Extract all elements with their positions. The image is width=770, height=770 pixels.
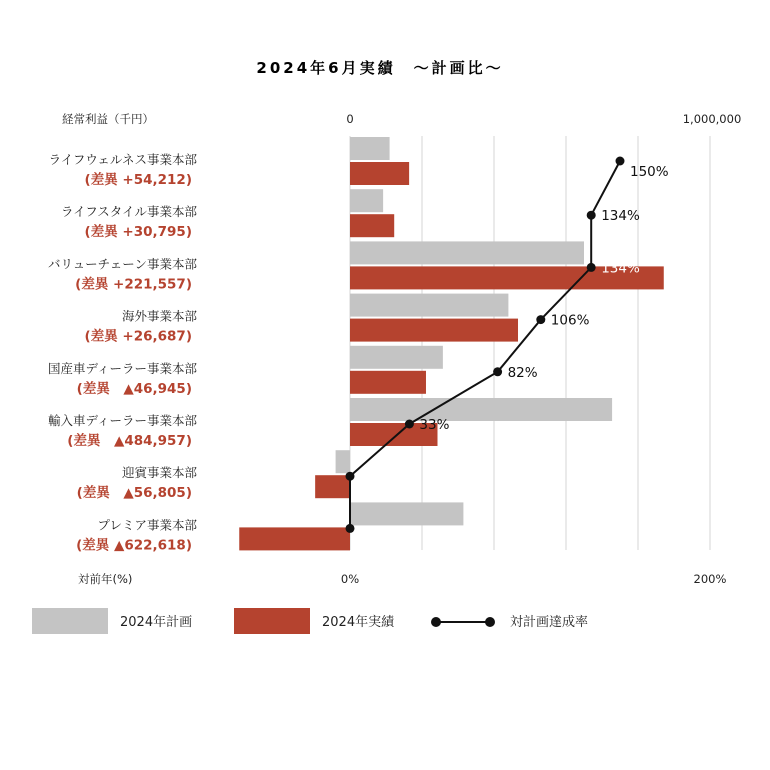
achievement-point — [616, 157, 625, 166]
category-name: ライフウェルネス事業本部 — [48, 152, 197, 167]
actual-bar — [350, 162, 409, 185]
actual-bar — [315, 475, 350, 498]
category-diff: (差異 +30,795) — [84, 224, 192, 241]
plan-bar — [350, 189, 383, 212]
category-name: 輸入車ディーラー事業本部 — [47, 413, 197, 428]
category-name: バリューチェーン事業本部 — [47, 256, 197, 272]
achievement-point — [493, 367, 502, 376]
plan-bar — [350, 346, 443, 369]
category-diff: (差異 ▲46,945) — [76, 380, 192, 397]
top-tick-label-min: 0 — [346, 112, 354, 126]
chart-title: 2024年6月実績 ～計画比～ — [256, 59, 504, 77]
top-tick-label-max: 1,000,000 — [682, 112, 742, 126]
category-labels — [48, 152, 198, 553]
legend-marker-left — [431, 617, 441, 627]
plan-bar — [350, 398, 612, 421]
plan-bar — [350, 294, 508, 317]
achievement-label: 134% — [601, 260, 640, 277]
plan-bar — [336, 450, 350, 473]
actual-bar — [239, 527, 350, 550]
legend-swatch-actual — [234, 608, 310, 634]
legend-label-achievement: 対計画達成率 — [510, 615, 589, 630]
achievement-label: 106% — [550, 312, 590, 329]
category-name: プレミア事業本部 — [97, 517, 197, 533]
legend-swatch-plan — [32, 608, 108, 634]
top-axis-label: 経常利益（千円） — [62, 112, 154, 126]
legend-marker-right — [485, 617, 495, 627]
achievement-point — [587, 211, 596, 220]
bottom-tick-label-max: 200% — [693, 572, 727, 586]
category-name: ライフスタイル事業本部 — [60, 204, 197, 220]
category-diff: (差異 ▲56,805) — [76, 485, 192, 502]
achievement-point — [405, 420, 414, 429]
category-diff: (差異 ▲622,618) — [76, 537, 192, 554]
achievement-label: 33% — [419, 417, 450, 433]
achievement-label: 150% — [630, 164, 669, 180]
category-name: 国産車ディーラー事業本部 — [47, 360, 197, 376]
category-name: 海外事業本部 — [121, 308, 197, 324]
legend-label-plan: 2024年計画 — [120, 615, 193, 630]
category-diff: (差異 ▲484,957) — [67, 433, 192, 449]
category-diff: (差異 +54,212) — [84, 172, 192, 188]
category-diff: (差異 +221,557) — [75, 276, 192, 293]
plan-bar — [350, 137, 390, 160]
category-name: 迎賓事業本部 — [121, 465, 197, 481]
achievement-label: 134% — [601, 208, 640, 225]
legend-label-actual: 2024年実績 — [322, 615, 395, 630]
achievement-point — [587, 263, 596, 272]
achievement-point — [346, 472, 355, 481]
actual-bar — [350, 214, 394, 237]
actual-bar — [350, 371, 426, 394]
legend — [32, 608, 588, 634]
achievement-point — [346, 524, 355, 533]
achievement-label: 82% — [507, 364, 538, 381]
achievement-line-group — [346, 157, 669, 533]
plan-bar — [350, 502, 463, 525]
bottom-axis-label: 対前年(%) — [78, 572, 133, 586]
achievement-point — [536, 315, 545, 324]
actual-bar — [350, 319, 518, 342]
bottom-tick-label-min: 0% — [340, 572, 360, 586]
plan-bar — [350, 241, 584, 264]
gridlines — [350, 136, 710, 550]
category-diff: (差異 +26,687) — [84, 328, 192, 345]
